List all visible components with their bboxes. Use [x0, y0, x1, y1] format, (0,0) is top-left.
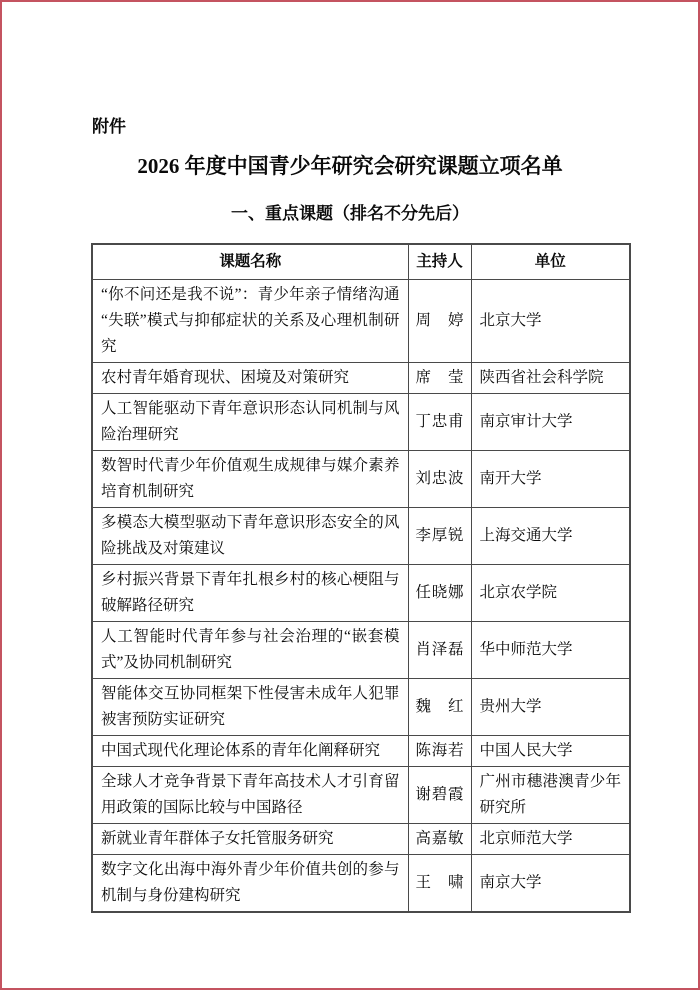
table-row	[92, 736, 630, 767]
leader-cell: 魏 红	[408, 679, 471, 736]
topic-cell: 新就业青年群体子女托管服务研究	[92, 824, 408, 855]
topic-cell: 数智时代青少年价值观生成规律与媒介素养培育机制研究	[92, 451, 408, 508]
topic-cell: 智能体交互协同框架下性侵害未成年人犯罪被害预防实证研究	[92, 679, 408, 736]
page-title: 2026 年度中国青少年研究会研究课题立项名单	[137, 154, 563, 178]
column-header-topic: 课题名称	[92, 244, 408, 280]
unit-cell: 北京大学	[471, 280, 630, 363]
unit-cell: 南京大学	[471, 855, 630, 913]
table-row	[92, 679, 630, 736]
unit-cell: 南京审计大学	[471, 394, 630, 451]
leader-cell: 丁忠甫	[408, 394, 471, 451]
leader-cell: 陈海若	[408, 736, 471, 767]
leader-cell: 任晓娜	[408, 565, 471, 622]
column-header-leader: 主持人	[408, 244, 471, 280]
topic-cell: 全球人才竞争背景下青年高技术人才引育留用政策的国际比较与中国路径	[92, 767, 408, 824]
unit-cell: 广州市穗港澳青少年研究所	[471, 767, 630, 824]
unit-cell: 北京农学院	[471, 565, 630, 622]
leader-cell: 谢碧霞	[408, 767, 471, 824]
unit-cell: 贵州大学	[471, 679, 630, 736]
topic-cell: 多模态大模型驱动下青年意识形态安全的风险挑战及对策建议	[92, 508, 408, 565]
table-row	[92, 855, 630, 913]
topic-cell: 数字文化出海中海外青少年价值共创的参与机制与身份建构研究	[92, 855, 408, 913]
topic-cell: “你不问还是我不说”：青少年亲子情绪沟通“失联”模式与抑郁症状的关系及心理机制研究	[92, 280, 408, 363]
unit-cell: 南开大学	[471, 451, 630, 508]
topic-cell: 人工智能驱动下青年意识形态认同机制与风险治理研究	[92, 394, 408, 451]
unit-cell: 上海交通大学	[471, 508, 630, 565]
topics-table	[91, 243, 631, 913]
leader-cell: 席 莹	[408, 363, 471, 394]
unit-cell: 北京师范大学	[471, 824, 630, 855]
leader-cell: 肖泽磊	[408, 622, 471, 679]
leader-cell: 高嘉敏	[408, 824, 471, 855]
table-header-row	[92, 244, 630, 280]
section-heading: 一、重点课题（排名不分先后）	[231, 204, 469, 223]
attachment-label: 附件	[92, 117, 126, 136]
leader-cell: 王 啸	[408, 855, 471, 913]
table-row	[92, 508, 630, 565]
table-row	[92, 565, 630, 622]
topic-cell: 乡村振兴背景下青年扎根乡村的核心梗阻与破解路径研究	[92, 565, 408, 622]
topic-cell: 中国式现代化理论体系的青年化阐释研究	[92, 736, 408, 767]
unit-cell: 中国人民大学	[471, 736, 630, 767]
leader-cell: 刘忠波	[408, 451, 471, 508]
leader-cell: 李厚锐	[408, 508, 471, 565]
table-row	[92, 394, 630, 451]
leader-cell: 周 婷	[408, 280, 471, 363]
table-row	[92, 622, 630, 679]
unit-cell: 陕西省社会科学院	[471, 363, 630, 394]
table-row	[92, 451, 630, 508]
table-row	[92, 767, 630, 824]
topic-cell: 农村青年婚育现状、困境及对策研究	[92, 363, 408, 394]
table-body	[92, 280, 630, 913]
unit-cell: 华中师范大学	[471, 622, 630, 679]
column-header-unit: 单位	[471, 244, 630, 280]
topic-cell: 人工智能时代青年参与社会治理的“嵌套模式”及协同机制研究	[92, 622, 408, 679]
table-row	[92, 280, 630, 363]
table-row	[92, 363, 630, 394]
table-row	[92, 824, 630, 855]
